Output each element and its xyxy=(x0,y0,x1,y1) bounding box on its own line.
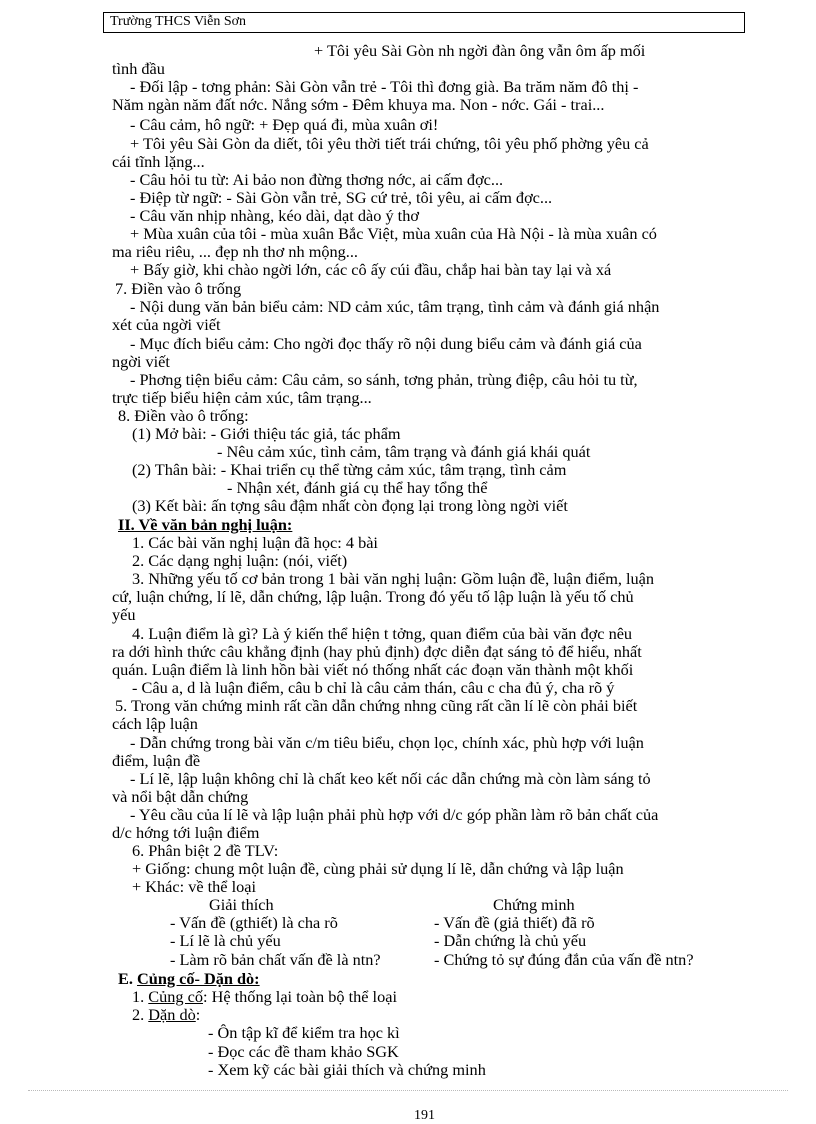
text-line: - Đối lập - tơng phản: Sài Gòn vẫn trẻ - Tôi thì đơng già. Ba trăm năm đô thị - xyxy=(130,77,639,96)
text-line: điểm, luận đề xyxy=(112,751,201,770)
text-line: + Giống: chung một luận đề, cùng phải sử dụng lí lẽ, dẫn chứng và lập luận xyxy=(132,859,624,878)
text-line: (3) Kết bài: ấn tợng sâu đậm nhất còn đọng lại trong lòng ngời viết xyxy=(132,496,568,515)
compare-right-item: - Dẫn chứng là chủ yếu xyxy=(434,931,587,950)
task-line: - Ôn tập kĩ để kiểm tra học kì xyxy=(208,1023,400,1042)
text-line: ngời viết xyxy=(112,352,170,371)
compare-right-item: - Chứng tỏ sự đúng đắn của vấn đề ntn? xyxy=(434,950,694,969)
text-line: trực tiếp biểu hiện cảm xúc, tâm trạng... xyxy=(112,388,372,407)
text-line: cái tĩnh lặng... xyxy=(112,152,205,171)
text-line: (1) Mở bài: - Giới thiệu tác giả, tác phẩm xyxy=(132,424,401,443)
compare-header-left: Giải thích xyxy=(209,895,274,914)
text-line: - Nội dung văn bản biểu cảm: ND cảm xúc, tâm trạng, tình cảm và đánh giá nhận xyxy=(130,297,660,316)
text-line: - Câu a, d là luận điểm, câu b chỉ là câu cảm thán, câu c cha đủ ý, cha rõ ý xyxy=(132,678,615,697)
text-line: tình đầu xyxy=(112,59,165,78)
text-line: ra dới hình thức câu khẳng định (hay phủ định) đợc diễn đạt sáng tỏ để hiểu, nhất xyxy=(112,642,642,661)
text-line: - Câu văn nhịp nhàng, kéo dài, dạt dào ý thơ xyxy=(130,206,419,225)
text-line: - Lí lẽ, lập luận không chỉ là chất keo kết nối các dẫn chứng mà còn làm sáng tỏ xyxy=(130,769,651,788)
text-line: 1. Các bài văn nghị luận đã học: 4 bài xyxy=(132,533,378,552)
text-line: + Tôi yêu Sài Gòn da diết, tôi yêu thời tiết trái chứng, tôi yêu phố phờng yêu cả xyxy=(130,134,649,153)
page-number: 191 xyxy=(414,1108,435,1123)
text-line: 8. Điền vào ô trống: xyxy=(118,406,249,425)
text-line: yếu xyxy=(112,605,136,624)
text-line: - Câu hỏi tu từ: Ai bảo non đừng thơng nớc, ai cấm đợc... xyxy=(130,170,504,189)
item-text: : Hệ thống lại toàn bộ thể loại xyxy=(203,987,397,1006)
text-line: - Mục đích biểu cảm: Cho ngời đọc thấy rõ nội dung biểu cảm và đánh giá của xyxy=(130,334,642,353)
text-line: 5. Trong văn chứng minh rất cần dẫn chứng nhng cũng rất cần lí lẽ còn phải biết xyxy=(115,696,638,715)
text-line: - Phơng tiện biểu cảm: Câu cảm, so sánh, tơng phản, trùng điệp, câu hỏi tu từ, xyxy=(130,370,638,389)
item-label: Củng cố xyxy=(148,987,203,1006)
task-line: - Xem kỹ các bài giải thích và chứng minh xyxy=(208,1060,486,1079)
header-title: Trường THCS Viễn Sơn xyxy=(110,14,247,29)
text-line: (2) Thân bài: - Khai triển cụ thể từng cảm xúc, tâm trạng, tình cảm xyxy=(132,460,567,479)
compare-left-item: - Làm rõ bản chất vấn đề là ntn? xyxy=(170,950,381,969)
text-line: 6. Phân biệt 2 đề TLV: xyxy=(132,841,279,860)
compare-left-item: - Lí lẽ là chủ yếu xyxy=(170,931,281,950)
text-line: cứ, luận chứng, lí lẽ, dẫn chứng, lập luận. Trong đó yếu tố lập luận là yếu tố chủ xyxy=(112,587,634,606)
task-line: - Đọc các đề tham khảo SGK xyxy=(208,1042,399,1061)
text-line: và nổi bật dẫn chứng xyxy=(112,787,249,806)
text-line: ma riêu riêu, ... đẹp nh thơ nh mộng... xyxy=(112,242,358,261)
section-e-title: Củng cố- Dặn dò: xyxy=(137,969,260,988)
section-e-heading xyxy=(118,970,260,988)
text-line: cách lập luận xyxy=(112,714,198,733)
text-line: Năm ngàn năm đất nớc. Nắng sớm - Đêm khuya ma. Non - nớc. Gái - trai... xyxy=(112,95,605,114)
text-line: d/c hớng tới luận điểm xyxy=(112,823,260,842)
compare-header-right: Chứng minh xyxy=(493,895,575,914)
compare-right-item: - Vấn đề (giả thiết) đã rõ xyxy=(434,913,595,932)
text-line: - Dẫn chứng trong bài văn c/m tiêu biểu, chọn lọc, chính xác, phù hợp với luận xyxy=(130,733,644,752)
item-label: Dặn dò xyxy=(148,1005,196,1024)
page-header xyxy=(103,12,745,33)
text-line: - Nhận xét, đánh giá cụ thể hay tổng thể xyxy=(227,478,488,497)
section-heading: II. Về văn bản nghị luận: xyxy=(118,515,293,534)
text-line: + Bấy giờ, khi chào ngời lớn, các cô ấy cúi đầu, chắp hai bàn tay lại và xá xyxy=(130,260,612,279)
text-line: 2. Dặn dò: xyxy=(132,1005,201,1024)
text-line: quán. Luận điểm là linh hồn bài viết nó thống nhất các đoạn văn thành một khối xyxy=(112,660,634,679)
section-e-prefix: E. xyxy=(118,969,138,988)
text-line: - Nêu cảm xúc, tình cảm, tâm trạng và đánh giá khái quát xyxy=(217,442,591,461)
text-line: xét của ngời viết xyxy=(112,315,221,334)
text-line: - Điệp từ ngữ: - Sài Gòn vẫn trẻ, SG cứ trẻ, tôi yêu, ai cấm đợc... xyxy=(130,188,553,207)
text-line: - Câu cảm, hô ngữ: + Đẹp quá đi, mùa xuân ơi! xyxy=(130,115,439,134)
text-line: 3. Những yếu tố cơ bản trong 1 bài văn nghị luận: Gồm luận đề, luận điểm, luận xyxy=(132,569,655,588)
compare-left-item: - Vấn đề (gthiết) là cha rõ xyxy=(170,913,338,932)
text-line: + Tôi yêu Sài Gòn nh ngời đàn ông vẫn ôm ấp mối xyxy=(314,41,646,60)
text-line: - Yêu cầu của lí lẽ và lập luận phải phù hợp với d/c góp phần làm rõ bản chất của xyxy=(130,805,659,824)
text-line: 1. Củng cố: Hệ thống lại toàn bộ thể loại xyxy=(132,987,397,1006)
item-text: : xyxy=(195,1005,201,1024)
footer-divider xyxy=(28,1090,788,1091)
text-line: + Khác: về thể loại xyxy=(132,877,257,896)
text-line: + Mùa xuân của tôi - mùa xuân Bắc Việt, mùa xuân của Hà Nội - là mùa xuân có xyxy=(130,224,657,243)
text-line: 7. Điền vào ô trống xyxy=(115,279,242,298)
text-line: 4. Luận điểm là gì? Là ý kiến thể hiện t tởng, quan điểm của bài văn đợc nêu xyxy=(132,624,633,643)
text-line: 2. Các dạng nghị luận: (nói, viết) xyxy=(132,551,348,570)
